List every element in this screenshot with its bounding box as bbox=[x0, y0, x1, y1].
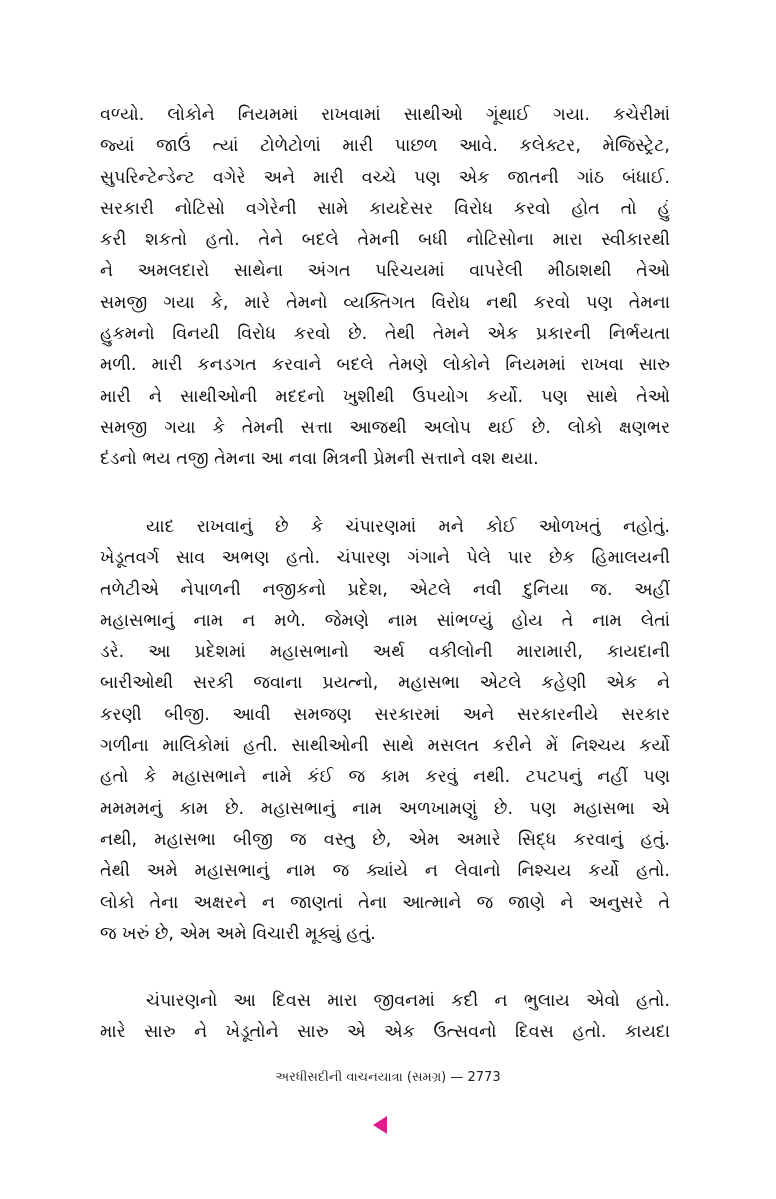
text-line: લોકો તેના અક્ષરને ન જાણતાં તેના આત્માને જ જાણે ને અનુસરે તે bbox=[100, 892, 670, 913]
text-line: સમજી ગયા કે તેમની સત્તા આજથી અલોપ થઈ છે. લોકો ક્ષણભર bbox=[100, 417, 670, 438]
text-line: કરી શકતો હતો. તેને બદલે તેમની બધી નોટિસોના મારા સ્વીકારથી bbox=[100, 230, 670, 251]
text-line: દંડનો ભય તજી તેમના આ નવા મિત્રની પ્રેમની સત્તાને વશ થયા. bbox=[100, 449, 539, 470]
text-line: મહાસભાનું નામ ન મળે. જેમણે નામ સાંભળ્યું હોય તે નામ લેતાં bbox=[100, 610, 670, 631]
text-line: સુપરિન્ટેન્ડેન્ટ વગેરે અને મારી વચ્ચે પણ એક જાતની ગાંઠ બંધાઈ. bbox=[100, 167, 670, 188]
text-line: તળેટીએ નેપાળની નજીકનો પ્રદેશ, એટલે નવી દુનિયા જ. અહીં bbox=[100, 579, 670, 600]
text-line: નથી, મહાસભા બીજી જ વસ્તુ છે, એમ અમારે સિદ્ધ કરવાનું હતું. bbox=[100, 829, 670, 850]
text-line: વળ્યો. લોકોને નિયમમાં રાખવામાં સાથીઓ ગૂંથાઈ ગયા. કચેરીમાં bbox=[100, 105, 670, 125]
text-line: ગળીના માલિકોમાં હતી. સાથીઓની સાથે મસલત કરીને મેં નિશ્ચય કર્યો bbox=[100, 736, 670, 757]
text-line: તેથી અમે મહાસભાનું નામ જ ક્યાંયે ન લેવાનો નિશ્ચય કર્યો હતો. bbox=[100, 861, 670, 882]
text-line: મમમમનું કામ છે. મહાસભાનું નામ અળખામણું છે. પણ મહાસભા એ bbox=[100, 798, 670, 819]
triangle-left-icon[interactable] bbox=[373, 1116, 387, 1134]
text-line: ડરે. આ પ્રદેશમાં મહાસભાનો અર્થ વકીલોની મારામારી, કાયદાની bbox=[100, 642, 670, 663]
text-line: ચંપારણનો આ દિવસ મારા જીવનમાં કદી ન ભુલાય એવો હતો. bbox=[146, 991, 670, 1011]
text-line: બારીઓથી સરકી જવાના પ્રયત્નો, મહાસભા એટલે કહેણી એક ને bbox=[100, 673, 670, 694]
page-footer: અરધીસદીની વાચનયાત્રા (સમગ્ર) — 2773 bbox=[275, 1070, 501, 1085]
text-line: કરણી બીજી. આવી સમજણ સરકારમાં અને સરકારનીયે સરકાર bbox=[100, 704, 670, 725]
text-line: સમજી ગયા કે, મારે તેમનો વ્યક્તિગત વિરોધ નથી કરવો પણ તેમના bbox=[100, 292, 670, 313]
text-line: ને અમલદારો સાથેના અંગત પરિચયમાં વાપરેલી મીઠાશથી તેઓ bbox=[100, 261, 670, 282]
text-line: મળી. મારી કનડગત કરવાને બદલે તેમણે લોકોને નિયમમાં રાખવા સારુ bbox=[100, 355, 670, 376]
paragraph-1 bbox=[100, 100, 670, 476]
text-line: જ્યાં જાઉં ત્યાં ટોળેટોળાં મારી પાછળ આવે. કલેક્ટર, મેજિસ્ટ્રેટ, bbox=[100, 136, 670, 157]
text-line: જ ખરું છે, એમ અમે વિચારી મૂક્યું હતું. bbox=[100, 923, 376, 944]
text-line: મારે સારુ ને ખેડૂતોને સારુ એ એક ઉત્સવનો દિવસ હતો. કાયદા bbox=[100, 1022, 670, 1043]
text-line: ખેડૂતવર્ગ સાવ અભણ હતો. ચંપારણ ગંગાને પેલે પાર છેક હિમાલયની bbox=[100, 548, 670, 569]
text-line: મારી ને સાથીઓની મદદનો ખુશીથી ઉપયોગ કર્યો. પણ સાથે તેઓ bbox=[100, 386, 670, 407]
text-line: યાદ રાખવાનું છે કે ચંપારણમાં મને કોઈ ઓળખતું નહોતું. bbox=[146, 517, 670, 537]
text-line: હુકમનો વિનયી વિરોધ કરવો છે. તેથી તેમને એક પ્રકારની નિર્ભયતા bbox=[100, 324, 670, 345]
paragraph-3 bbox=[100, 986, 670, 1049]
text-line: હતો કે મહાસભાને નામે કંઈ જ કામ કરવું નથી. ટપટપનું નહીં પણ bbox=[100, 767, 670, 788]
text-line: સરકારી નોટિસો વગેરેની સામે કાયદેસર વિરોધ કરવો હોત તો હું bbox=[100, 198, 670, 219]
paragraph-2 bbox=[100, 512, 670, 950]
